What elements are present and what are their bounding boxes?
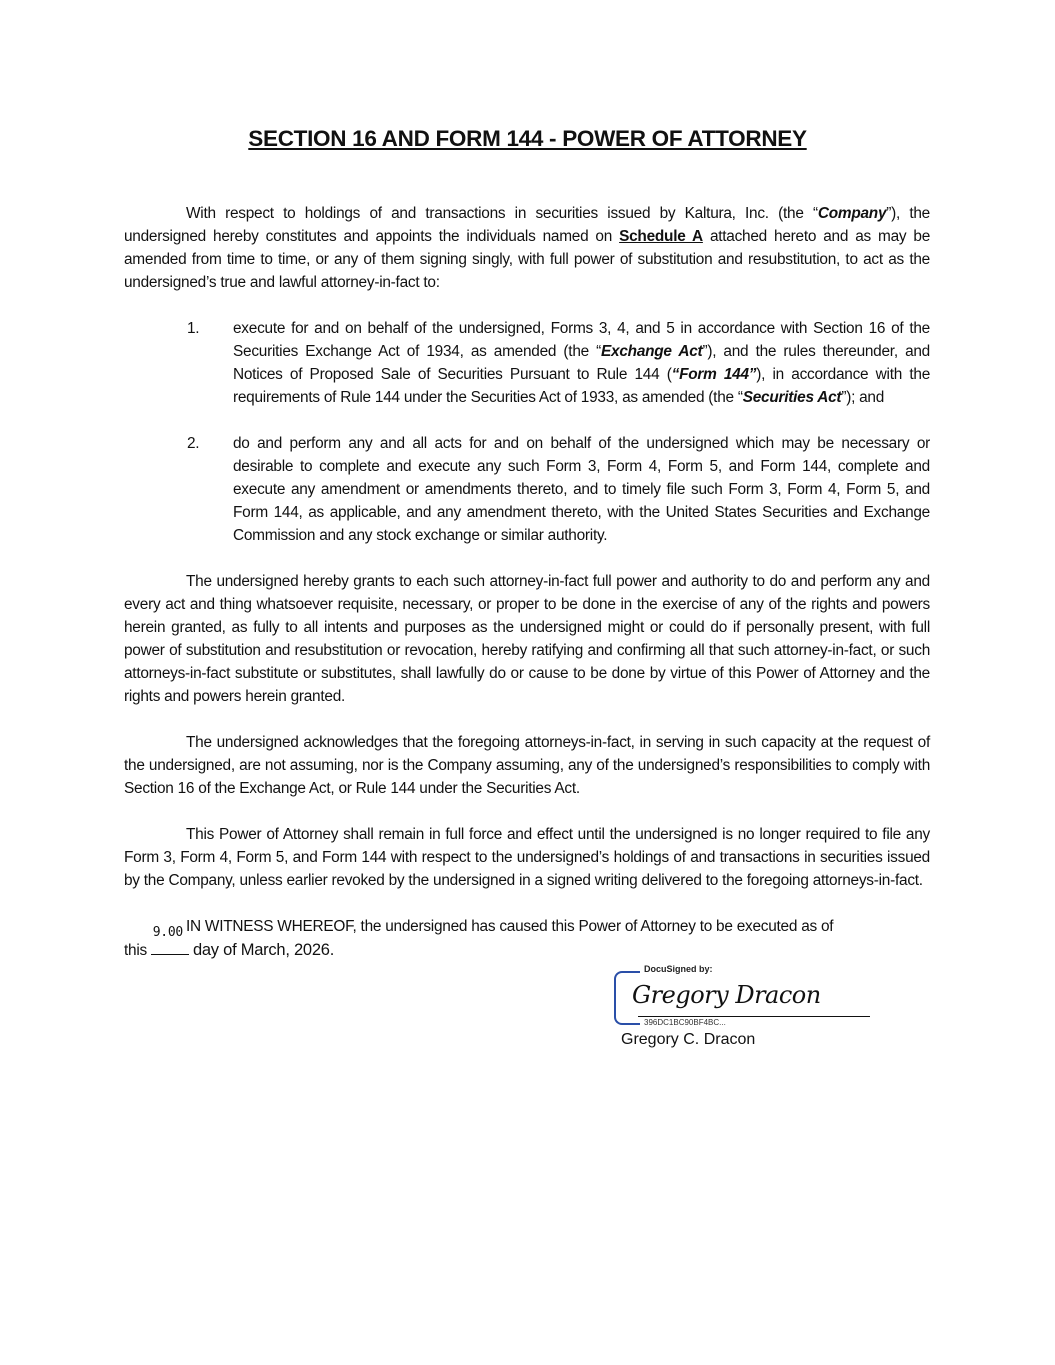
list-number: 1. xyxy=(187,320,200,337)
intro-text: attached hereto and as may be amended from time to time, or any of them signing singly, with full power of substitution and resubstitution, to act as the undersigned’s true and lawful attorney-in-fact to: xyxy=(124,228,931,291)
document-body xyxy=(124,202,930,1058)
intro-text: ”), the undersigned hereby constitutes and appoints the individuals named on xyxy=(124,205,930,245)
witness-text: IN WITNESS WHEREOF, the undersigned has caused this Power of Attorney to be executed as of xyxy=(186,918,834,935)
item-text: ”); and xyxy=(841,389,885,406)
intro-paragraph xyxy=(124,202,930,294)
item-text: ), in accordance with the requirements of Rule 144 under the Securities Act of 1933, as amended (the “ xyxy=(233,366,931,406)
signer-name: Gregory C. Dracon xyxy=(621,1031,756,1048)
item-text: ”), and the rules thereunder, and Notices of Proposed Sale of Securities Pursuant to Rule 144 ( xyxy=(233,343,930,383)
handwritten-signature: Gregory Dracon xyxy=(632,981,821,1009)
witness-date-text: day of March, 2026. xyxy=(192,941,335,959)
term-paragraph: This Power of Attorney shall remain in full force and effect until the undersigned is no longer required to file any Form 3, Form 4, Form 5, and Form 144 with respect to the undersigned’s holdings of and transactions in securities issued by the Company, unless earlier revoked by the undersigned in a signed writing delivered to the foregoing attorneys-in-fact. xyxy=(124,826,930,889)
docusign-header: DocuSigned by: xyxy=(644,964,713,974)
witness-paragraph xyxy=(124,915,930,962)
list-item-2 xyxy=(187,432,930,547)
item-text: do and perform any and all acts for and on behalf of the undersigned which may be necessary or desirable to complete and execute any such Form 3, Form 4, Form 5, and Form 144, complete and execute any amendment or amendments thereto, and to timely file such Form 3, Form 4, Form 5, and Form 144, as applicable, and any amendment thereto, with the United States Securities and Exchange Commission and any stock exchange or similar authority. xyxy=(233,435,930,544)
defined-term-exchange-act: Exchange Act xyxy=(601,343,703,360)
schedule-a-reference: Schedule A xyxy=(619,228,703,245)
defined-term-company: Company xyxy=(817,205,887,222)
acknowledgement-paragraph: The undersigned acknowledges that the foregoing attorneys-in-fact, in serving in such capacity at the request of the undersigned, are not assuming, nor is the Company assuming, any of the undersigned’s responsibilities to comply with Section 16 of the Exchange Act, or Rule 144 under the Securities Act. xyxy=(124,734,930,797)
day-field-slot xyxy=(124,915,186,939)
witness-text: this xyxy=(124,942,147,959)
signature-area xyxy=(614,964,870,1058)
list-item-1 xyxy=(187,317,930,409)
docusign-signature-block xyxy=(614,964,870,1027)
signature-line xyxy=(638,1016,870,1017)
item-text: execute for and on behalf of the undersigned, Forms 3, 4, and 5 in accordance with Section 16 of the Securities Exchange Act of 1934, as amended (the “ xyxy=(233,320,930,360)
day-field-value[interactable]: 9.00 xyxy=(152,925,183,940)
list-number: 2. xyxy=(187,435,200,452)
defined-term-securities-act: Securities Act xyxy=(742,389,842,406)
envelope-code: 396DC1BC90BF4BC... xyxy=(644,1018,726,1027)
defined-term-form-144: “Form 144” xyxy=(671,366,757,383)
grant-paragraph: The undersigned hereby grants to each such attorney-in-fact full power and authority to do and perform any and every act and thing whatsoever requisite, necessary, or proper to be done in the exercise of any of the rights and powers herein granted, as fully to all intents and purposes as the undersigned might or could do if personally present, with full power of substitution and resubstitution or revocation, hereby ratifying and confirming all that such attorney-in-fact, or such attorneys-in-fact substitute or substitutes, shall lawfully do or cause to be done by virtue of this Power of Attorney and the rights and powers herein granted. xyxy=(124,573,930,705)
day-blank xyxy=(151,940,189,955)
document-title: SECTION 16 AND FORM 144 - POWER OF ATTORNEY xyxy=(248,126,807,151)
intro-text: With respect to holdings of and transactions in securities issued by Kaltura, Inc. (the “ xyxy=(186,205,818,222)
